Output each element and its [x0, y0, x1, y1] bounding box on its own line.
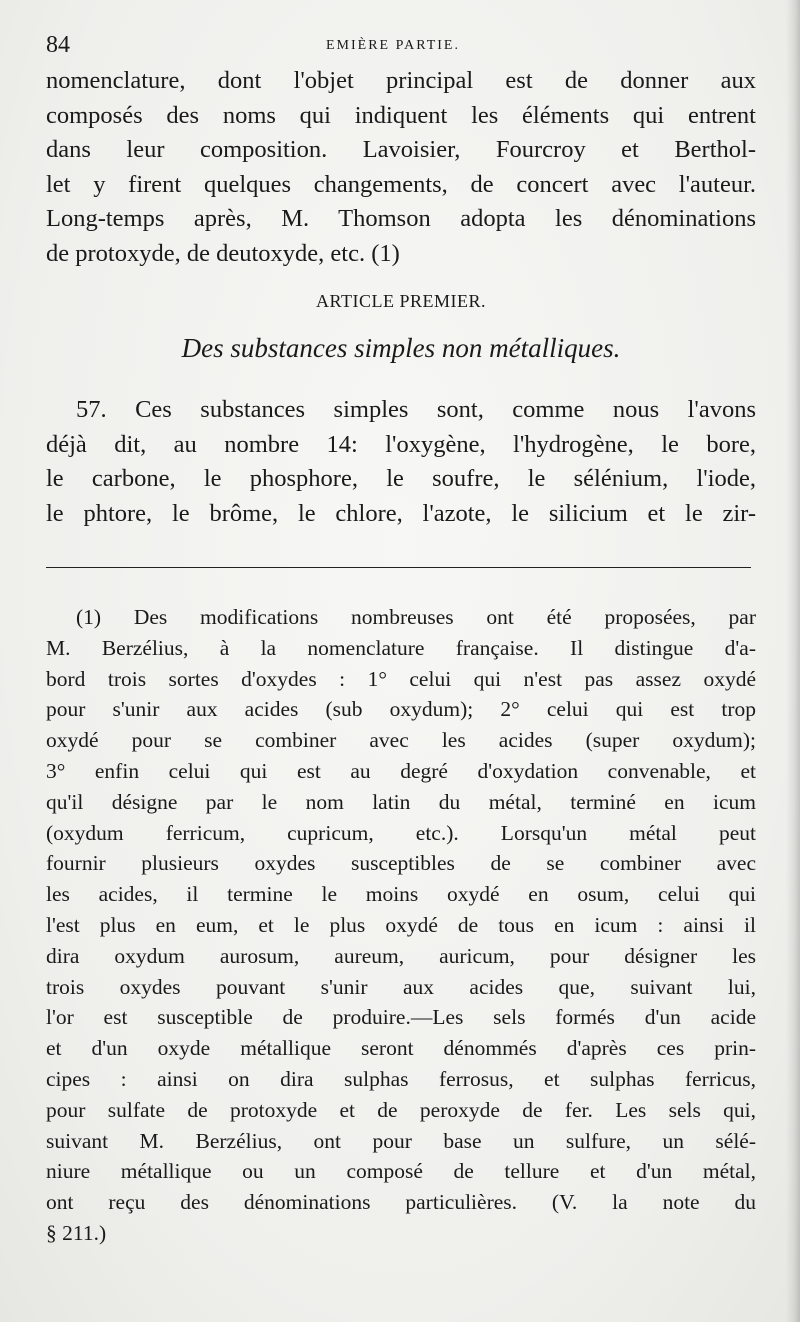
footnote-line: et d'un oxyde métallique seront dénommés d'après ces prin-	[46, 1036, 756, 1061]
text-line: de protoxyde, de deutoxyde, etc. (1)	[46, 239, 400, 267]
footnote-line: dira oxydum aurosum, aureum, auricum, pour désigner les	[46, 943, 756, 968]
footnote-line: 3° enfin celui qui est au degré d'oxydation convenable, et	[46, 758, 756, 783]
page-number: 84	[46, 32, 70, 58]
text-line: déjà dit, au nombre 14: l'oxygène, l'hydrogène, le bore,	[46, 430, 756, 458]
footnote-line: qu'il désigne par le nom latin du métal, terminé en icum	[46, 789, 756, 814]
footnote-line: ont reçu des dénominations particulières. (V. la note du	[46, 1190, 756, 1215]
footnote-line: § 211.)	[46, 1220, 107, 1245]
section-subheading: Des substances simples non métalliques.	[181, 333, 621, 363]
paragraph-nomenclature	[46, 64, 756, 271]
page-edge-shadow	[786, 0, 800, 1322]
article-heading: ARTICLE PREMIER.	[316, 291, 486, 311]
footnote-line: niure métallique ou un composé de tellure et d'un métal,	[46, 1159, 756, 1184]
footnote-line: l'est plus en eum, et le plus oxydé de tous en icum : ainsi il	[46, 912, 756, 937]
paragraph-57	[46, 393, 756, 531]
footnote-line: (1) Des modifications nombreuses ont été proposées, par	[76, 605, 756, 629]
text-line: le phtore, le brôme, le chlore, l'azote, le silicium et le zir-	[46, 499, 756, 527]
footnote-line: fournir plusieurs oxydes susceptibles de se combiner avec	[46, 851, 756, 876]
footnote-line: (oxydum ferricum, cupricum, etc.). Lorsqu'un métal peut	[46, 820, 756, 845]
footnote-line: l'or est susceptible de produire.—Les sels formés d'un acide	[46, 1005, 756, 1030]
footnote-1	[46, 602, 756, 1249]
text-line: dans leur composition. Lavoisier, Fourcroy et Berthol-	[46, 136, 756, 163]
text-line: composés des noms qui indiquent les éléments qui entrent	[46, 101, 756, 129]
footnote-line: oxydé pour se combiner avec les acides (super oxydum);	[46, 728, 756, 753]
footnote-line: suivant M. Berzélius, ont pour base un sulfure, un sélé-	[46, 1128, 756, 1153]
text-line: 57. Ces substances simples sont, comme nous l'avons	[76, 396, 756, 423]
text-line: nomenclature, dont l'objet principal est de donner aux	[46, 67, 756, 94]
footnote-line: pour sulfate de protoxyde et de peroxyde de fer. Les sels qui,	[46, 1097, 756, 1122]
text-line: le carbone, le phosphore, le soufre, le sélénium, l'iode,	[46, 465, 756, 492]
footnote-line: les acides, il termine le moins oxydé en osum, celui qui	[46, 882, 756, 907]
footnote-line: pour s'unir aux acides (sub oxydum); 2° celui qui est trop	[46, 697, 756, 722]
footnote-divider	[46, 567, 751, 568]
running-head	[46, 30, 756, 64]
text-line: let y firent quelques changements, de concert avec l'auteur.	[46, 170, 756, 198]
footnote-line: bord trois sortes d'oxydes : 1° celui qui n'est pas assez oxydé	[46, 666, 756, 691]
footnote-line: cipes : ainsi on dira sulphas ferrosus, et sulphas ferricus,	[46, 1066, 756, 1091]
footnote-line: trois oxydes pouvant s'unir aux acides que, suivant lui,	[46, 974, 756, 999]
text-line: Long-temps après, M. Thomson adopta les dénominations	[46, 205, 756, 232]
running-title: EMIÈRE PARTIE.	[326, 38, 460, 53]
footnote-line: M. Berzélius, à la nomenclature française. Il distingue d'a-	[46, 635, 756, 660]
